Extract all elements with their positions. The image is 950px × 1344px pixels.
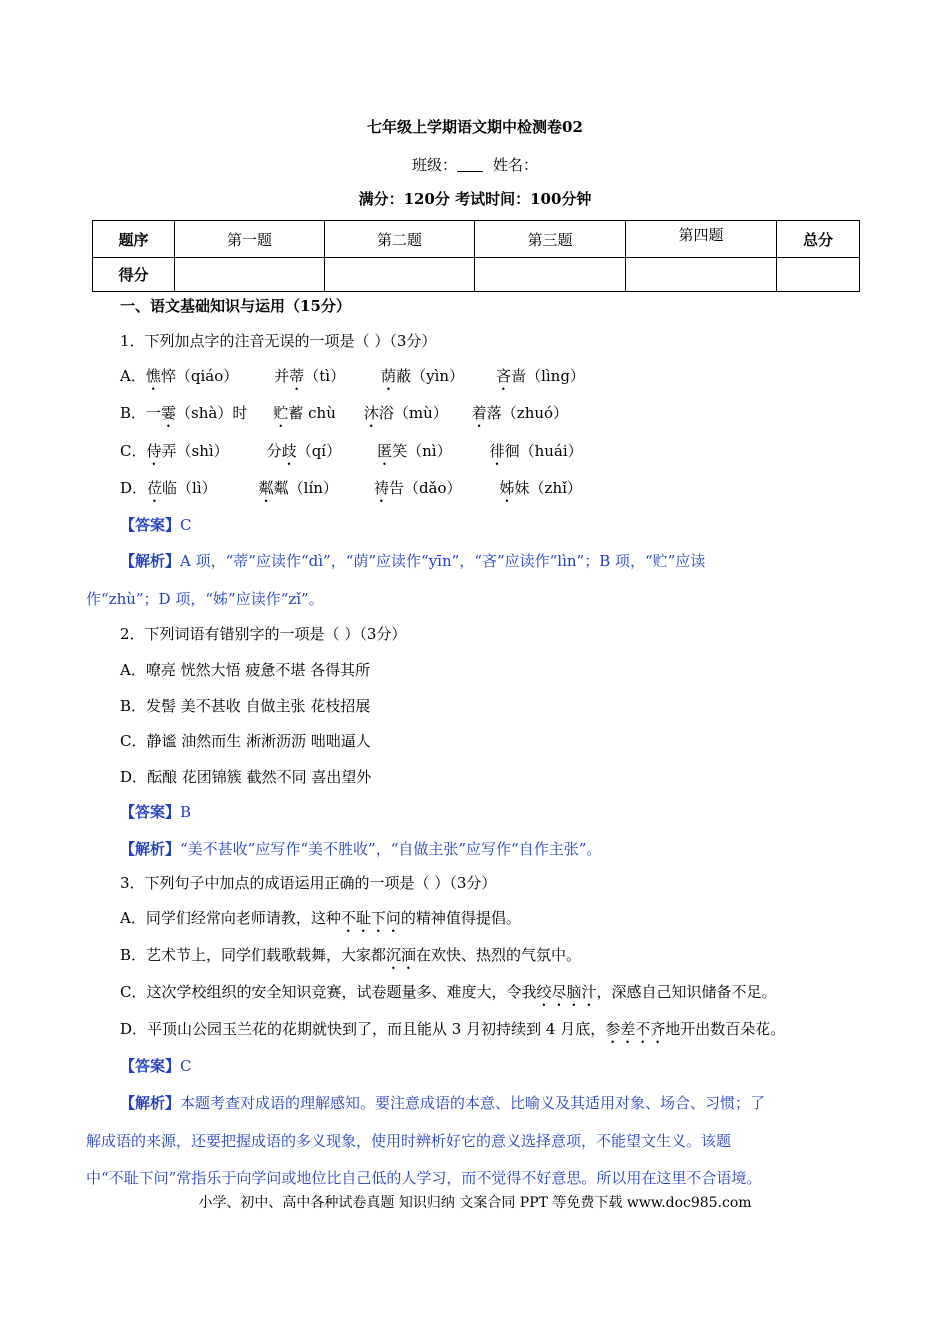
header-cell-order: 题序 [93, 221, 175, 258]
q3-option-a: A．同学们经常向老师请教，这种不耻下问的精神值得提倡。 [120, 909, 521, 927]
score-table-score-row [93, 258, 860, 292]
q2-option-c: C．静谧 油然而生 淅淅沥沥 咄咄逼人 [120, 732, 371, 750]
score-cell-total[interactable] [777, 258, 860, 292]
class-blank[interactable] [457, 157, 483, 172]
name-label: 姓名： [493, 156, 539, 174]
q3-explanation-line-1: 【解析】本题考查对成语的理解感知。要注意成语的本意、比喻义及其适用对象、场合、习惯；了 [120, 1094, 766, 1112]
score-cell-q1[interactable] [175, 258, 325, 292]
score-table-header-row [93, 221, 860, 258]
q2-stem: 2．下列词语有错别字的一项是（ ）（3分） [120, 625, 407, 643]
header-cell-q1: 第一题 [175, 221, 325, 258]
q1-option-a: A．憔悴（qiáo） 并蒂（tì） 荫蔽（yìn） 吝啬（lìng） [120, 367, 585, 385]
exam-title: 七年级上学期语文期中检测卷02 [367, 118, 583, 136]
class-label: 班级： [411, 156, 457, 174]
q2-explanation: 【解析】“美不甚收”应写作“美不胜收”，“自做主张”应写作“自作主张”。 [120, 840, 602, 858]
header-cell-total: 总分 [777, 221, 860, 258]
q2-option-b: B．发髻 美不甚收 自做主张 花枝招展 [120, 697, 371, 715]
header-cell-q3: 第三题 [475, 221, 626, 258]
score-cell-q4[interactable] [626, 258, 777, 292]
q1-explanation-line-2: 作“zhù”；D 项，“姊”应读作“zǐ”。 [86, 590, 324, 608]
section-1-heading: 一、语文基础知识与运用（15分） [120, 297, 351, 315]
score-time-line: 满分：120分 考试时间：100分钟 [358, 190, 592, 208]
q2-option-a: A．嘹亮 恍然大悟 疲惫不堪 各得其所 [120, 661, 371, 679]
q2-answer: 【答案】B [120, 803, 192, 821]
row-label-score: 得分 [93, 258, 175, 292]
q1-option-d: D．莅临（lì） 粼粼（lín） 祷告（dǎo） 姊妹（zhǐ） [120, 479, 582, 497]
student-info-line [0, 154, 950, 175]
q3-explanation-line-2: 解成语的来源，还要把握成语的多义现象，使用时辨析好它的意义选择意项，不能望文生义。该题 [86, 1132, 732, 1150]
q1-stem: 1．下列加点字的注音无误的一项是（ ）（3分） [120, 332, 437, 350]
q1-explanation-line-1: 【解析】A 项，“蒂”应读作“dì”，“荫”应读作“yīn”，“吝”应读作“lìn”；B 项，“贮”应读 [120, 552, 706, 570]
q3-explanation-line-3: 中“不耻下问”常指乐于向学问或地位比自己低的人学习，而不觉得不好意思。所以用在这里不合语境。 [86, 1169, 762, 1187]
q2-option-d: D．酝酿 花团锦簇 截然不同 喜出望外 [120, 768, 372, 786]
score-cell-q3[interactable] [475, 258, 626, 292]
q3-option-d: D．平顶山公园玉兰花的花期就快到了，而且能从 3 月初持续到 4 月底，参差不齐地开出数百朵花。 [120, 1020, 786, 1038]
q1-option-c: C．侍弄（shì） 分歧（qí） 匿笑（nì） 徘徊（huái） [120, 442, 583, 460]
q3-option-b: B．艺术节上，同学们载歌载舞，大家都沉湎在欢快、热烈的气氛中。 [120, 946, 582, 964]
q1-option-b: B．一霎（shà）时 贮蓄 chù 沐浴（mù） 着落（zhuó） [120, 404, 569, 422]
q3-option-c: C．这次学校组织的安全知识竞赛，试卷题量多、难度大，令我绞尽脑汁，深感自己知识储备不足。 [120, 983, 777, 1001]
score-table [92, 220, 860, 292]
q3-stem: 3．下列句子中加点的成语运用正确的一项是（ ）（3分） [120, 874, 497, 892]
q3-answer: 【答案】C [120, 1057, 192, 1075]
score-cell-q2[interactable] [325, 258, 475, 292]
page-footer: 小学、初中、高中各种试卷真题 知识归纳 文案合同 PPT 等免费下载 www.doc985.com [198, 1195, 752, 1211]
q1-answer: 【答案】C [120, 516, 192, 534]
header-cell-q4: 第四题 [626, 221, 777, 258]
header-cell-q2: 第二题 [325, 221, 475, 258]
